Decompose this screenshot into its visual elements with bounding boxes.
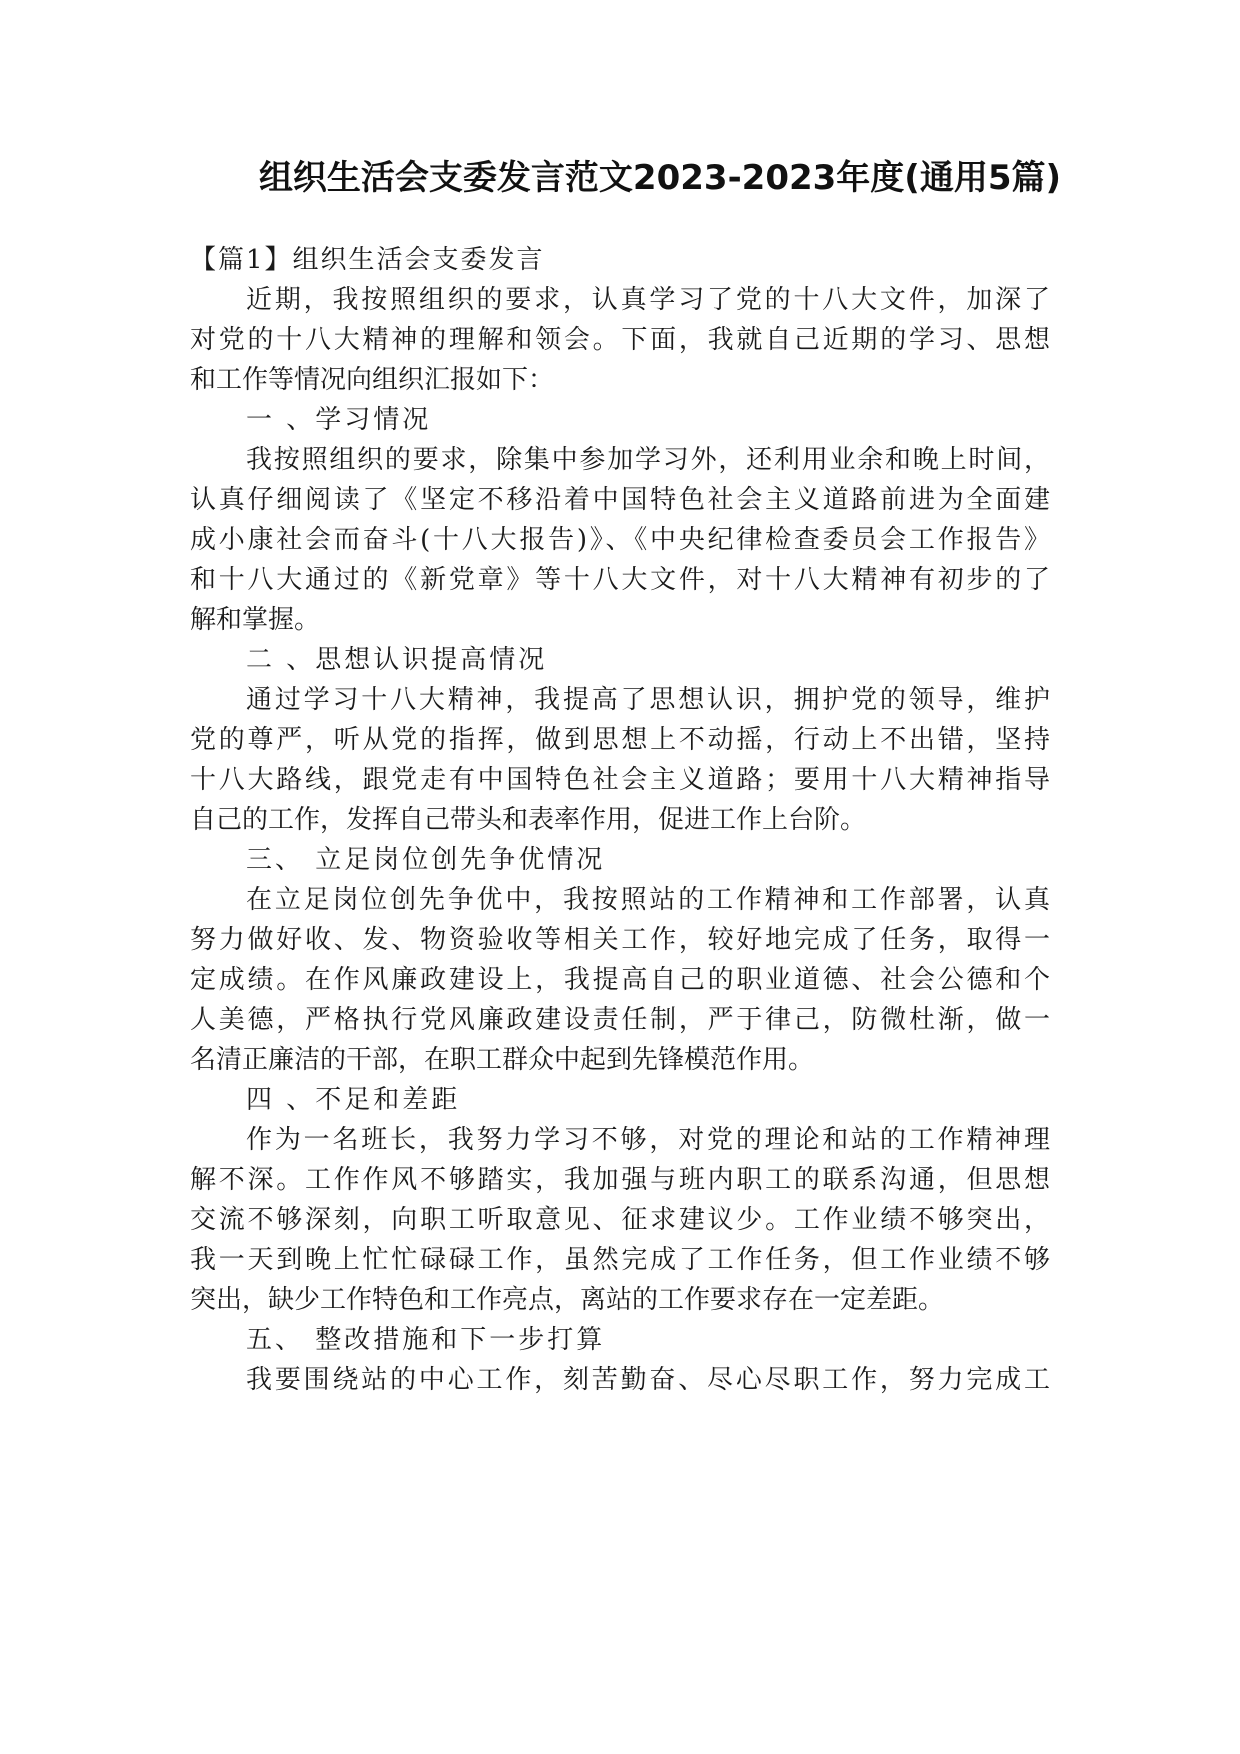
paragraph-line: 认真仔细阅读了《坚定不移沿着中国特色社会主义道路前进为全面建 (190, 485, 1050, 515)
subsection-heading: 二 、思想认识提高情况 (246, 645, 548, 675)
paragraph-line: 自己的工作，发挥自己带头和表率作用，促进工作上台阶。 (190, 805, 867, 835)
paragraph-line: 近期，我按照组织的要求，认真学习了党的十八大文件，加深了 (246, 285, 1050, 315)
document-body (190, 240, 1050, 1400)
paragraph-line: 突出，缺少工作特色和工作亮点，离站的工作要求存在一定差距。 (190, 1285, 945, 1315)
paragraph-line: 人美德，严格执行党风廉政建设责任制，严于律己，防微杜渐，做一 (190, 1005, 1050, 1035)
paragraph-line: 在立足岗位创先争优中，我按照站的工作精神和工作部署，认真 (246, 885, 1050, 915)
document-title: 组织生活会支委发言范文2023-2023年度(通用5篇) (258, 158, 1062, 198)
paragraph-line: 解不深。工作作风不够踏实，我加强与班内职工的联系沟通，但思想 (190, 1165, 1050, 1195)
paragraph-line: 党的尊严，听从党的指挥，做到思想上不动摇，行动上不出错，坚持 (190, 725, 1050, 755)
paragraph-line: 十八大路线，跟党走有中国特色社会主义道路；要用十八大精神指导 (190, 765, 1050, 795)
paragraph-line: 作为一名班长，我努力学习不够，对党的理论和站的工作精神理 (246, 1125, 1050, 1155)
section-title: 【篇1】组织生活会支委发言 (190, 245, 545, 275)
paragraph-line: 交流不够深刻，向职工听取意见、征求建议少。工作业绩不够突出， (190, 1205, 1050, 1235)
subsection-heading: 四 、不足和差距 (246, 1085, 461, 1115)
paragraph-line: 成小康社会而奋斗(十八大报告)》、《中央纪律检查委员会工作报告》 (190, 525, 1050, 555)
body-lines (190, 280, 1050, 1400)
paragraph-line: 通过学习十八大精神，我提高了思想认识，拥护党的领导，维护 (246, 685, 1050, 715)
paragraph-line: 名清正廉洁的干部，在职工群众中起到先锋模范作用。 (190, 1045, 815, 1075)
paragraph-line: 和十八大通过的《新党章》等十八大文件，对十八大精神有初步的了 (190, 565, 1050, 595)
paragraph-line: 对党的十八大精神的理解和领会。下面，我就自己近期的学习、思想 (190, 325, 1050, 355)
paragraph-line: 和工作等情况向组织汇报如下： (190, 365, 555, 395)
subsection-heading: 五、 整改措施和下一步打算 (246, 1325, 606, 1355)
paragraph-line: 我一天到晚上忙忙碌碌工作，虽然完成了工作任务，但工作业绩不够 (190, 1245, 1050, 1275)
subsection-heading: 三、 立足岗位创先争优情况 (246, 845, 606, 875)
paragraph-line: 我按照组织的要求，除集中参加学习外，还利用业余和晚上时间， (246, 445, 1050, 475)
paragraph-line: 解和掌握。 (190, 605, 321, 635)
subsection-heading: 一 、学习情况 (246, 405, 432, 435)
paragraph-line: 定成绩。在作风廉政建设上，我提高自己的职业道德、社会公德和个 (190, 965, 1050, 995)
paragraph-line: 努力做好收、发、物资验收等相关工作，较好地完成了任务，取得一 (190, 925, 1050, 955)
paragraph-line: 我要围绕站的中心工作，刻苦勤奋、尽心尽职工作，努力完成工 (246, 1365, 1050, 1395)
